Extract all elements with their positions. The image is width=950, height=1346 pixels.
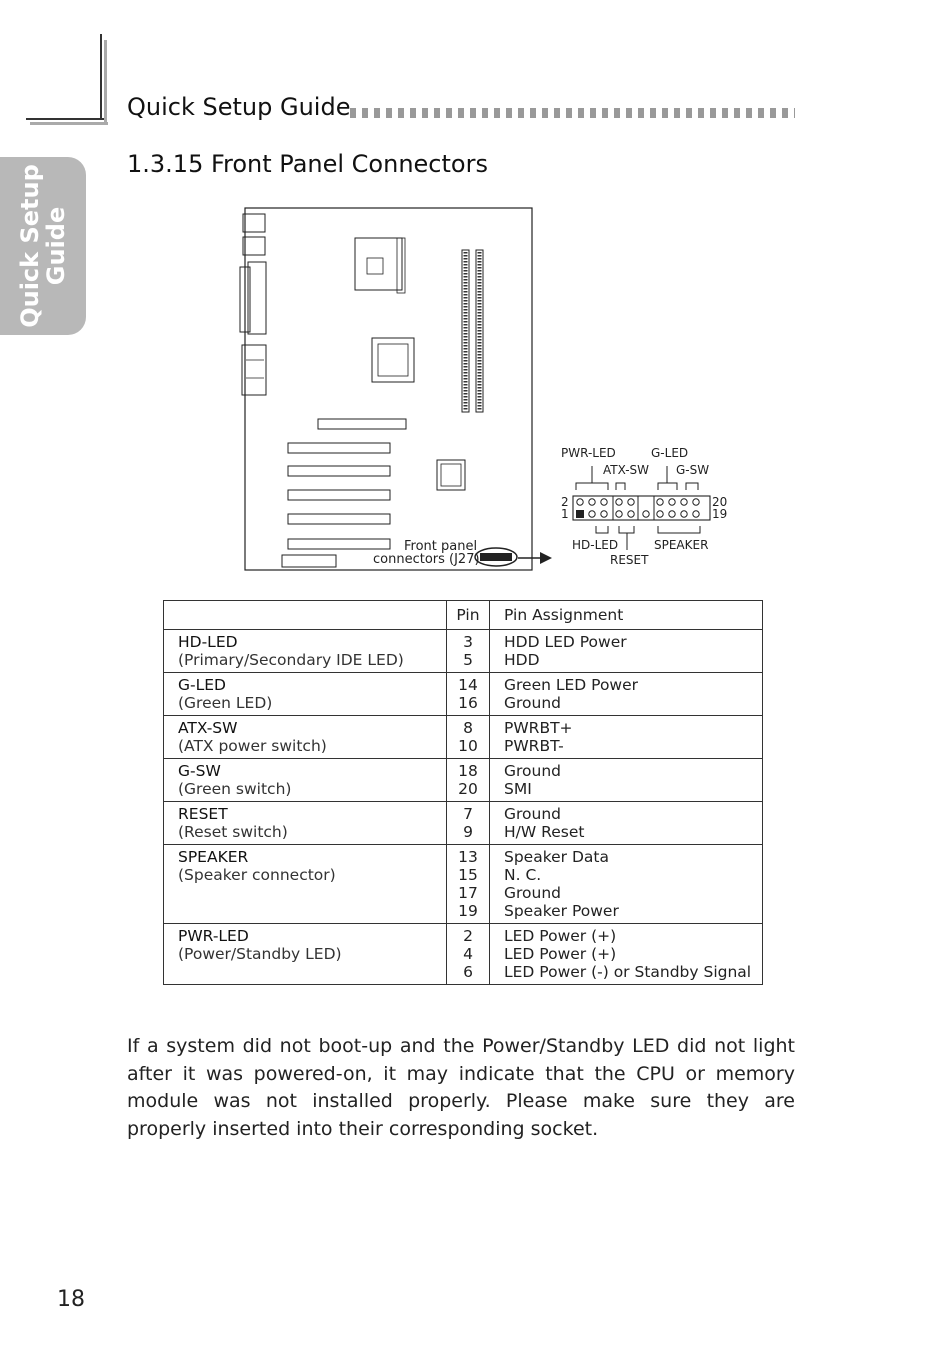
connector-cell	[164, 630, 447, 673]
connector-desc: (Reset switch)	[178, 823, 288, 841]
label-reset: RESET	[610, 553, 649, 567]
pin-cell	[447, 716, 490, 759]
pin-cell	[447, 673, 490, 716]
assignment-text: Ground	[504, 762, 562, 780]
assignment-text: LED Power (-) or Standby Signal	[504, 963, 752, 981]
pin-number: 20	[458, 780, 478, 798]
pointer-arrow-head	[540, 552, 552, 564]
pin-cell	[447, 759, 490, 802]
header-dotted-rule	[350, 108, 795, 118]
pin-label-2: 2	[561, 495, 569, 509]
label-hd-led: HD-LED	[572, 538, 619, 552]
page-number: 18	[57, 1287, 85, 1312]
assignment-cell	[490, 759, 763, 802]
pin-cell	[447, 630, 490, 673]
body-paragraph: If a system did not boot-up and the Power/Standby LED did not light after it was powered-on, it may indicate that the CPU or memory module was not installed properly. Please make sure they are properly inserted into their corresponding socket.	[127, 1035, 795, 1140]
connector-desc: (Speaker connector)	[178, 866, 336, 884]
pin-number: 6	[463, 963, 473, 981]
pin-number: 13	[458, 848, 478, 866]
side-tab-line2: Guide	[42, 206, 70, 286]
connector-desc: (Green LED)	[178, 694, 273, 712]
assignment-text: H/W Reset	[504, 823, 585, 841]
assignment-cell	[490, 924, 763, 985]
page-corner-shadow-h	[30, 122, 108, 125]
side-tab-label	[17, 164, 69, 328]
pin-number: 4	[463, 945, 473, 963]
pin-number: 7	[463, 805, 473, 823]
connector-cell	[164, 802, 447, 845]
connector-name: PWR-LED	[178, 927, 249, 945]
label-atx-sw: ATX-SW	[603, 463, 650, 477]
connector-cell	[164, 716, 447, 759]
page-corner-line-v	[100, 34, 102, 120]
pin-number: 9	[463, 823, 473, 841]
assignment-text: Ground	[504, 884, 562, 902]
pin-number: 8	[463, 719, 473, 737]
connector-name: G-LED	[178, 676, 226, 694]
header-pin: Pin	[447, 601, 490, 630]
connector-name: SPEAKER	[178, 848, 249, 866]
connector-cell	[164, 673, 447, 716]
assignment-text: Ground	[504, 805, 562, 823]
assignment-text: LED Power (+)	[504, 927, 617, 945]
assignment-cell	[490, 845, 763, 924]
pin-number: 19	[458, 902, 478, 920]
pin-number: 15	[458, 866, 478, 884]
pin-number: 3	[463, 633, 473, 651]
label-g-sw: G-SW	[676, 463, 710, 477]
assignment-cell	[490, 716, 763, 759]
assignment-text: N. C.	[504, 866, 542, 884]
connector-name: HD-LED	[178, 633, 238, 651]
label-g-led: G-LED	[651, 446, 689, 460]
pin-number: 5	[463, 651, 473, 669]
pin-number: 2	[463, 927, 473, 945]
pin-label-20: 20	[712, 495, 728, 509]
board-label-2: connectors (J27)	[373, 552, 480, 567]
table-row	[164, 845, 763, 924]
connector-cell	[164, 759, 447, 802]
table-row	[164, 716, 763, 759]
label-pwr-led: PWR-LED	[561, 446, 616, 460]
table-row	[164, 630, 763, 673]
pin-number: 17	[458, 884, 478, 902]
page-corner-shadow-v	[104, 40, 107, 125]
assignment-text: SMI	[504, 780, 532, 798]
side-tab-line1: Quick Setup	[16, 164, 44, 328]
assignment-cell	[490, 673, 763, 716]
section-title: 1.3.15 Front Panel Connectors	[127, 150, 488, 178]
pin-cell	[447, 845, 490, 924]
header-connector	[164, 601, 447, 630]
connector-name: RESET	[178, 805, 228, 823]
page-corner-line-h	[26, 118, 104, 120]
assignment-text: PWRBT-	[504, 737, 564, 755]
pin-assignment-table	[163, 600, 763, 985]
assignment-text: Green LED Power	[504, 676, 639, 694]
assignment-text: Speaker Data	[504, 848, 609, 866]
pin-cell	[447, 924, 490, 985]
assignment-text: PWRBT+	[504, 719, 573, 737]
assignment-text: HDD LED Power	[504, 633, 627, 651]
assignment-cell	[490, 630, 763, 673]
header-assignment: Pin Assignment	[490, 601, 763, 630]
table-header-row	[164, 601, 763, 630]
table-row	[164, 673, 763, 716]
pin-label-1: 1	[561, 507, 569, 521]
pin-number: 14	[458, 676, 478, 694]
connector-name: ATX-SW	[178, 719, 238, 737]
assignment-text: Ground	[504, 694, 562, 712]
header-title: Quick Setup Guide	[127, 93, 351, 121]
label-speaker: SPEAKER	[654, 538, 709, 552]
connector-desc: (Primary/Secondary IDE LED)	[178, 651, 404, 669]
pin-cell	[447, 802, 490, 845]
connector-desc: (ATX power switch)	[178, 737, 327, 755]
assignment-text: Speaker Power	[504, 902, 619, 920]
pin-number: 10	[458, 737, 478, 755]
board-label-1: Front panel	[404, 539, 478, 554]
connector-cell	[164, 845, 447, 924]
pin-number: 18	[458, 762, 478, 780]
connector-desc: (Green switch)	[178, 780, 292, 798]
table-row	[164, 759, 763, 802]
connector-name: G-SW	[178, 762, 221, 780]
connector-desc: (Power/Standby LED)	[178, 945, 342, 963]
assignment-text: HDD	[504, 651, 540, 669]
assignment-cell	[490, 802, 763, 845]
assignment-text: LED Power (+)	[504, 945, 617, 963]
connector-cell	[164, 924, 447, 985]
motherboard-diagram	[230, 200, 760, 580]
table-row	[164, 802, 763, 845]
pin-number: 16	[458, 694, 478, 712]
table-row	[164, 924, 763, 985]
pin-label-19: 19	[712, 507, 728, 521]
